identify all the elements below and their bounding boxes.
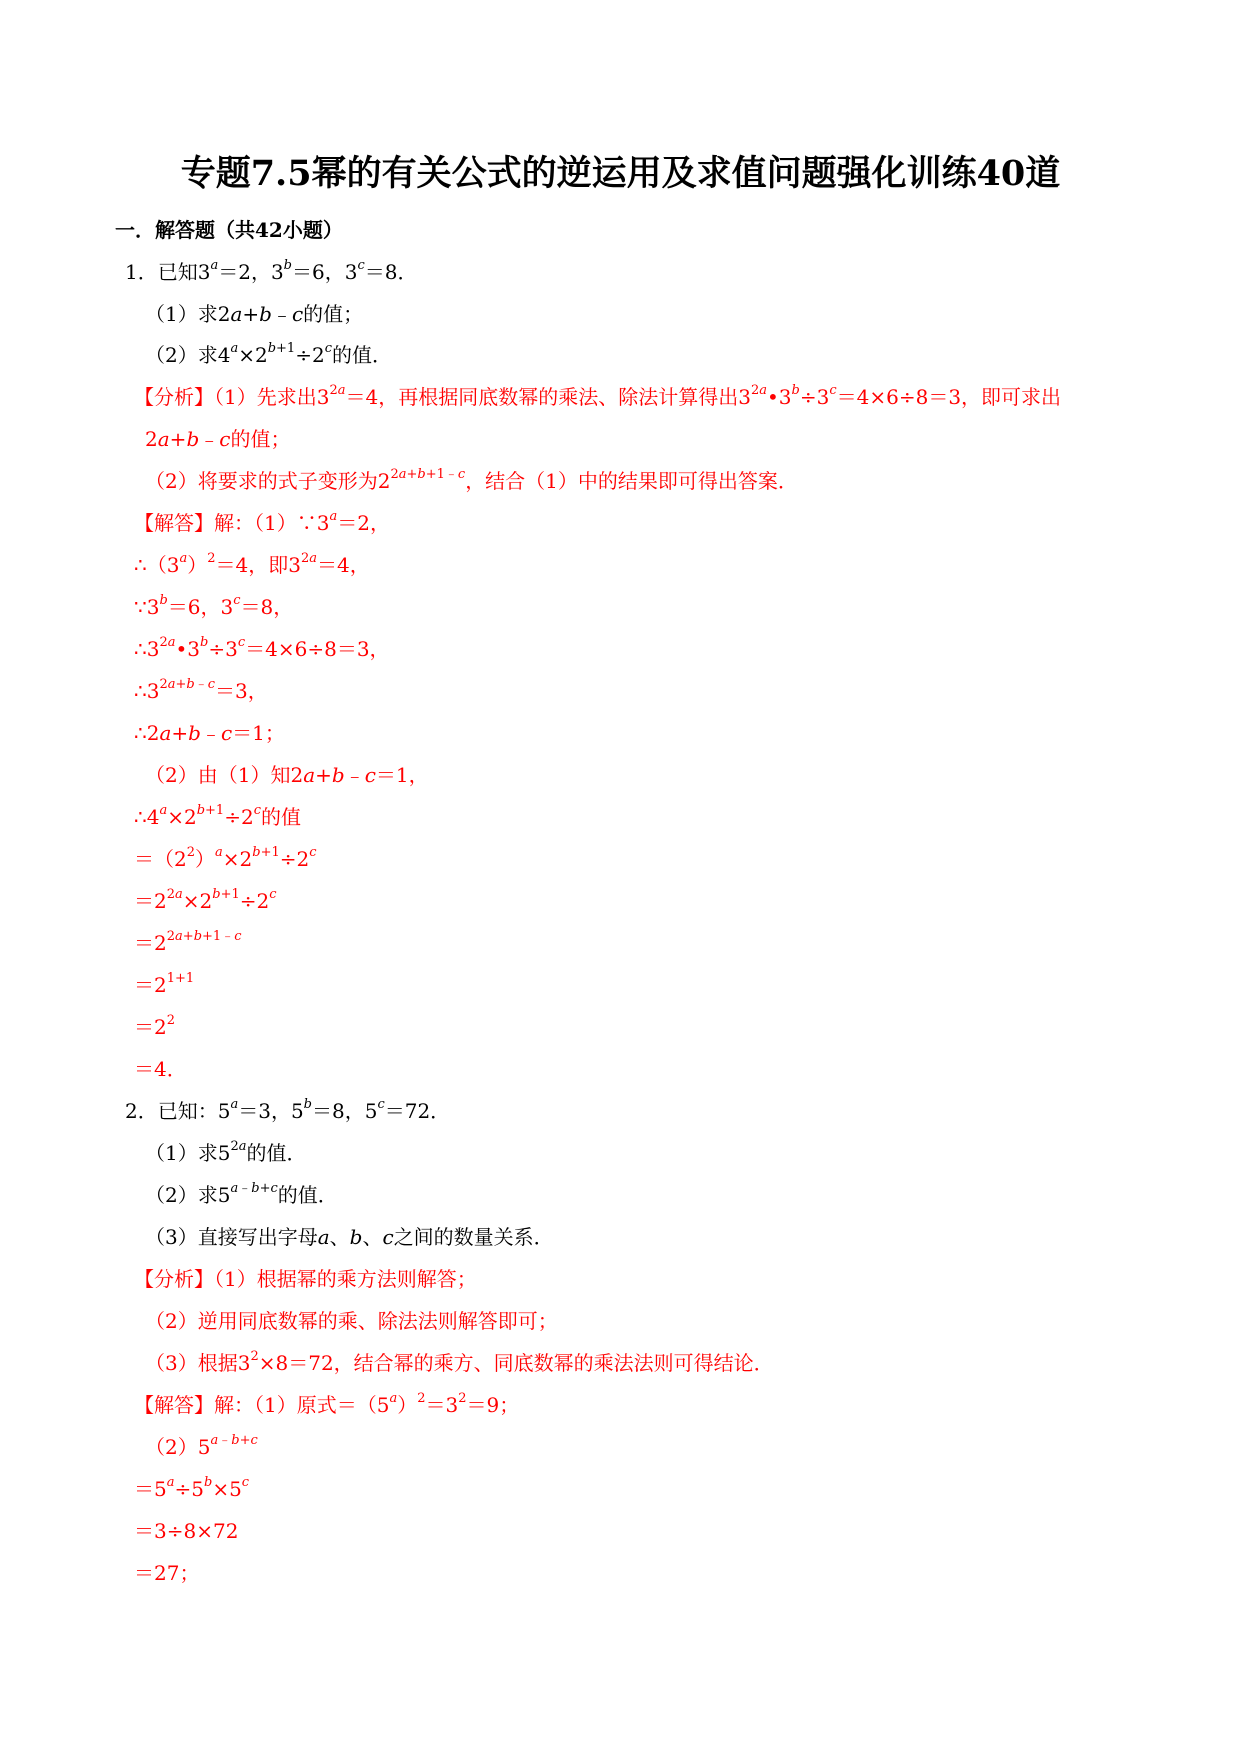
q2-analysis-3: （3）根据$3^2\times 8=72$，结合幂的乘方、同底数幂的乘法法则可得结论．: [145, 1349, 774, 1375]
q2-stem: 2．已知：$5^a=3$，$5^b=8$，$5^c=72$．: [125, 1097, 451, 1123]
q2-solution-line: ＝3÷8×72: [134, 1519, 239, 1543]
section-heading: 一．解答题（共42小题）: [115, 218, 343, 242]
q2-solution-line: $(2)5^{a﹣b+c}$: [145, 1433, 258, 1459]
q1-solution-line: ∴2a+b﹣c＝1；: [134, 721, 285, 745]
q1-stem: 1．已知$3^a=2$，$3^b=6$，$3^c=8$．: [125, 258, 418, 284]
page-title: 专题7.5幂的有关公式的逆运用及求值问题强化训练40道: [180, 153, 1061, 194]
q1-solution-line: $=2^{2a}\times 2^{b+1}\div 2^c$: [134, 887, 277, 913]
q1-solution-line: ＝4．: [134, 1057, 187, 1081]
q2-solution-line: $=5^a\div 5^b\times 5^c$: [134, 1475, 250, 1501]
q1-part1: （1）求2a+b﹣c的值；: [145, 302, 364, 326]
q2-part1: （1）求$5^{2a}$的值．: [145, 1139, 307, 1165]
q2-solution-line: 【解答】解：（1）原式$=(5^a)^2=3^2=9$；: [134, 1391, 520, 1417]
q1-solution-line: $\therefore 3^{2a}•3^b\div 3^c=4\times 6\div 8=3$，: [134, 635, 390, 661]
q1-analysis-2: （2）将要求的式子变形为$2^{2a+b+1﹣c}$，结合（1）中的结果即可得出答案．: [145, 467, 798, 493]
q1-analysis-1: 【分析】（1）先求出$3^{2a}=4$，再根据同底数幂的乘法、除法计算得出$3^{2a}•3^b\div 3^c=4\times 6\div 8=3$，即可求出: [134, 383, 1062, 409]
q1-solution-line: （2）由（1）知2a+b﹣c＝1，: [145, 763, 429, 787]
q2-part2: （2）求$5^{a﹣b+c}$的值．: [145, 1181, 338, 1207]
q1-solution-line: $\therefore 4^a\times 2^{b+1}\div 2^c$的值: [134, 803, 301, 829]
q1-solution-line: 【解答】解：$(1)\because 3^a=2$，: [134, 509, 390, 535]
q1-solution-line: $=(2^2)^a\times 2^{b+1}\div 2^c$: [134, 845, 317, 871]
q1-solution-line: $\therefore 3^{2a+b﹣c}=3$，: [134, 677, 268, 703]
q1-analysis-1b: 2a+b﹣c的值；: [145, 427, 291, 451]
q1-solution-line: $=2^{1+1}$: [134, 971, 195, 997]
q2-analysis-1: 【分析】（1）根据幂的乘方法则解答；: [134, 1267, 477, 1291]
q1-solution-line: $=2^{2a+b+1﹣c}$: [134, 929, 242, 955]
q2-part3: （3）直接写出字母a、b、c之间的数量关系．: [145, 1225, 554, 1249]
q2-analysis-2: （2）逆用同底数幂的乘、除法法则解答即可；: [145, 1309, 558, 1333]
q2-solution-line: ＝27；: [134, 1561, 200, 1585]
q1-solution-line: $\because 3^b=6$，$3^c=8$，: [134, 593, 294, 619]
q1-solution-line: $\therefore(3^a)^2=4$，即$3^{2a}=4$，: [134, 551, 370, 577]
q1-part2: （2）求$4^a\times 2^{b+1}\div 2^c$的值．: [145, 341, 392, 367]
q1-solution-line: $=2^2$: [134, 1013, 176, 1039]
